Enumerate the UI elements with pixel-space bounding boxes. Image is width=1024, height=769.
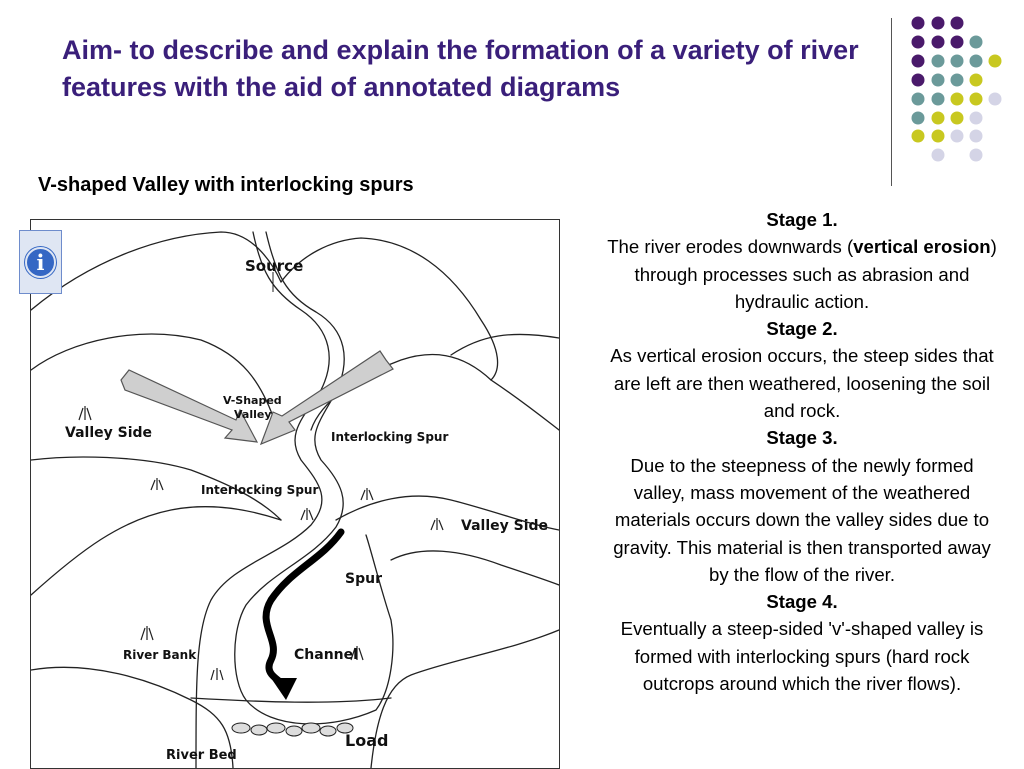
stage-1-bold: vertical erosion: [853, 236, 991, 258]
river-edge-left: [196, 232, 329, 768]
dot-row-4: [912, 74, 983, 87]
mountain-center-outline: [281, 238, 498, 380]
dot-row-6: [912, 112, 983, 125]
label-source: Source: [245, 257, 304, 275]
stage-1-text-before: The river erodes downwards (: [607, 236, 854, 258]
stage-1-text: [604, 233, 1000, 315]
dot-row-5: [912, 93, 1002, 106]
page-title: Aim- to describe and explain the formation of a variety of river features with the aid of annotated diagrams: [62, 35, 859, 102]
water-surface-line: [191, 698, 391, 702]
label-v-shaped: V-Shaped: [223, 394, 282, 407]
stage-4-heading: Stage 4.: [766, 591, 838, 613]
diagram-drawing: [31, 220, 559, 768]
label-river-bed: River Bed: [166, 748, 237, 763]
info-button[interactable]: [19, 230, 62, 294]
label-load: Load: [345, 731, 389, 750]
grass-tufts: [79, 406, 443, 680]
label-valley: Valley: [234, 408, 272, 421]
stage-1-heading: Stage 1.: [766, 209, 838, 230]
mountain-left-outline: [31, 232, 281, 310]
right-slope-lower: [391, 551, 559, 585]
mountain-right-outline: [451, 334, 559, 355]
left-slope-lower: [31, 507, 281, 595]
stages-text: [604, 206, 1000, 697]
river-load-stones: [232, 723, 353, 736]
right-bank-line: [371, 630, 559, 768]
stage-3-text: Due to the steepness of the newly formed valley, mass movement of the weathered materials occurs down the valley sides due to gravity. This material is then transported away by the flow of the river.: [613, 454, 991, 585]
dot-row-7: [912, 130, 983, 143]
stage-2-heading: Stage 2.: [766, 318, 838, 340]
label-channel: Channel: [294, 647, 358, 663]
stage-2-text: As vertical erosion occurs, the steep sides that are left are then weathered, loosening the soil and rock.: [610, 345, 994, 422]
label-valley-side-right: Valley Side: [461, 518, 549, 534]
decorative-dot-grid: [900, 12, 1024, 172]
label-interlocking-spur-left: Interlocking Spur: [201, 483, 319, 497]
channel-arrow-head: [271, 678, 297, 700]
v-shaped-valley-diagram: [30, 219, 560, 769]
dot-row-3: [912, 55, 1002, 68]
label-valley-side-left: Valley Side: [65, 425, 153, 441]
dot-row-1: [912, 17, 964, 30]
diagram-subtitle: V-shaped Valley with interlocking spurs: [38, 174, 414, 196]
stage-1-text-after: ) through processes such as abrasion and hydraulic action.: [634, 236, 997, 312]
dot-row-2: [912, 36, 983, 49]
stage-3-heading: Stage 3.: [766, 427, 838, 449]
label-spur: Spur: [345, 571, 382, 587]
header-divider: [891, 18, 892, 186]
label-interlocking-spur-right: Interlocking Spur: [331, 430, 449, 444]
info-icon: i: [25, 247, 56, 278]
stage-4-text: Eventually a steep-sided 'v'-shaped valley is formed with interlocking spurs (hard rock outcrops around which the river flows).: [620, 618, 984, 695]
label-river-bank: River Bank: [123, 648, 197, 662]
dot-row-8: [932, 149, 983, 162]
